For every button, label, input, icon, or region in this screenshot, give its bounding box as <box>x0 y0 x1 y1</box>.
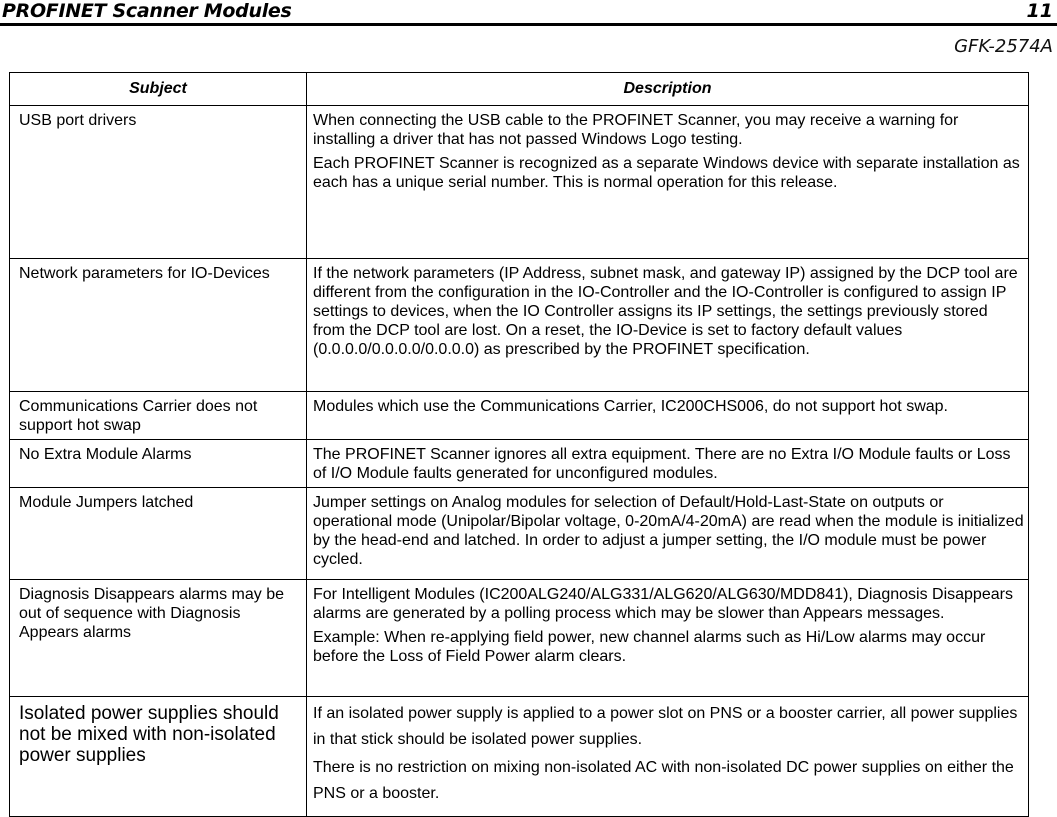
description-paragraph: For Intelligent Modules (IC200ALG240/ALG331/ALG620/ALG630/MDD841), Diagnosis Disappears alarms are generated by a polling process which may be slower than Appears messages. <box>313 586 1013 622</box>
subject-cell: USB port drivers <box>10 106 307 259</box>
known-issues-table <box>9 72 1029 817</box>
subject-cell: Module Jumpers latched <box>10 488 307 580</box>
description-paragraph: Each PROFINET Scanner is recognized as a separate Windows device with separate installation as each has a unique serial number. This is normal operation for this release. <box>313 155 1020 191</box>
description-paragraph: Modules which use the Communications Carrier, IC200CHS006, do not support hot swap. <box>313 398 948 415</box>
table-header-row <box>10 73 1029 106</box>
table-row <box>10 488 1029 580</box>
document-number: GFK-2574A <box>954 36 1053 57</box>
description-cell <box>307 106 1029 259</box>
table-row <box>10 106 1029 259</box>
description-paragraph: If an isolated power supply is applied to a power slot on PNS or a booster carrier, all power supplies in that stick should be isolated power supplies. <box>313 705 1018 748</box>
description-paragraph: The PROFINET Scanner ignores all extra equipment. There are no Extra I/O Module faults or Loss of I/O Module faults generated for unconfigured modules. <box>313 446 1011 482</box>
subject-cell: Network parameters for IO-Devices <box>10 259 307 392</box>
page-number: 11 <box>1026 0 1053 22</box>
subject-cell: Diagnosis Disappears alarms may be out of sequence with Diagnosis Appears alarms <box>10 580 307 697</box>
description-paragraph: There is no restriction on mixing non-isolated AC with non-isolated DC power supplies on either the PNS or a booster. <box>313 759 1014 802</box>
subject-cell: Communications Carrier does not support hot swap <box>10 392 307 440</box>
column-header-description: Description <box>307 73 1029 106</box>
subject-cell: No Extra Module Alarms <box>10 440 307 488</box>
description-paragraph: If the network parameters (IP Address, subnet mask, and gateway IP) assigned by the DCP tool are different from the configuration in the IO-Controller and the IO-Controller is configured to assign IP settings to devices, when the IO Controller assigns its IP settings, the settings previously stored from the DCP tool are lost. On a reset, the IO-Device is set to factory default values (0.0.0.0/0.0.0.0/0.0.0.0) as prescribed by the PROFINET specification. <box>313 265 1018 358</box>
table-row <box>10 392 1029 440</box>
description-paragraph: Example: When re-applying field power, new channel alarms such as Hi/Low alarms may occur before the Loss of Field Power alarm clears. <box>313 629 986 665</box>
subject-cell: Isolated power supplies should not be mixed with non-isolated power supplies <box>10 697 307 817</box>
description-cell <box>307 392 1029 440</box>
page-header <box>0 0 1057 26</box>
description-cell <box>307 259 1029 392</box>
table-row <box>10 697 1029 817</box>
description-cell <box>307 440 1029 488</box>
description-paragraph: When connecting the USB cable to the PROFINET Scanner, you may receive a warning for installing a driver that has not passed Windows Logo testing. <box>313 112 959 148</box>
description-cell <box>307 697 1029 817</box>
description-cell <box>307 488 1029 580</box>
table-row <box>10 580 1029 697</box>
description-cell <box>307 580 1029 697</box>
column-header-subject: Subject <box>10 73 307 106</box>
header-title: PROFINET Scanner Modules <box>2 0 292 22</box>
table-row <box>10 440 1029 488</box>
table-row <box>10 259 1029 392</box>
description-paragraph: Jumper settings on Analog modules for selection of Default/Hold-Last-State on outputs or operational mode (Unipolar/Bipolar voltage, 0-20mA/4-20mA) are read when the module is initialized by the head-end and latched. In order to adjust a jumper setting, the I/O module must be power cycled. <box>313 494 1024 568</box>
